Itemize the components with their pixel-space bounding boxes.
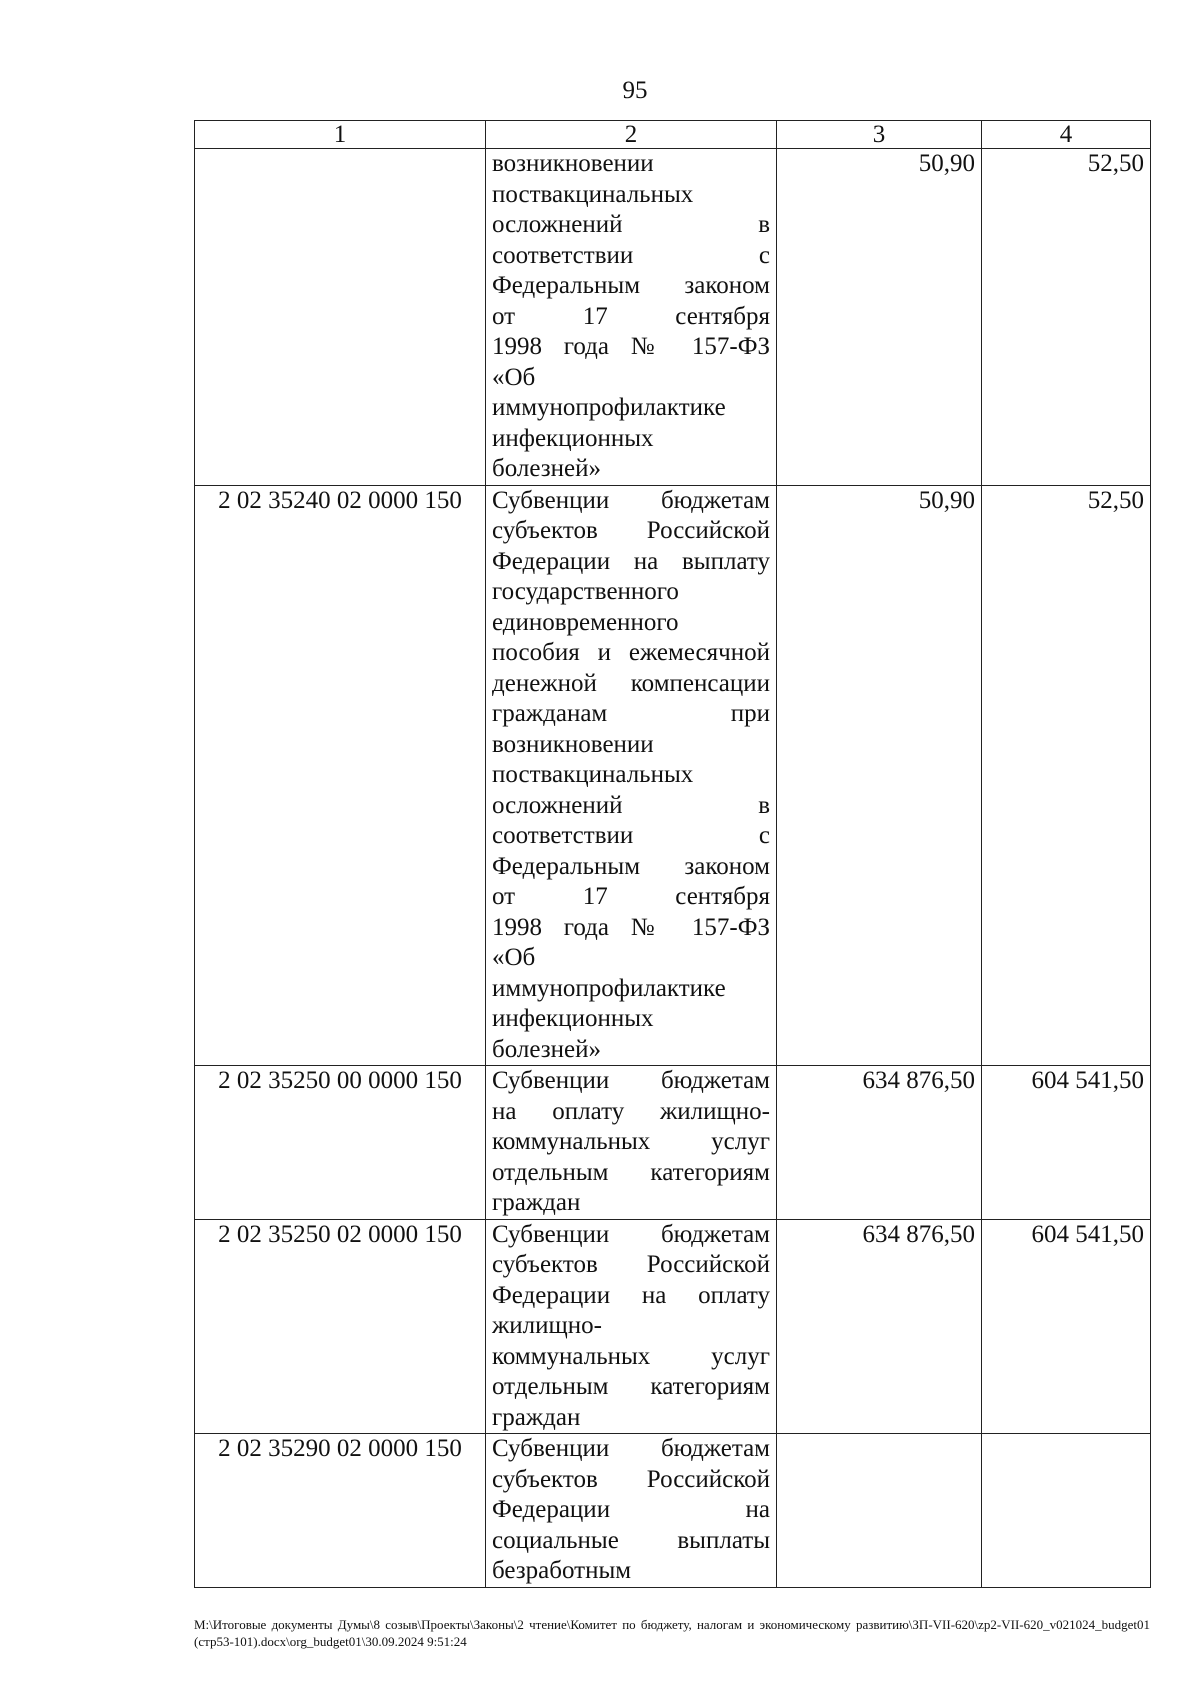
description-line: пособия и ежемесячной (492, 639, 770, 666)
budget-table (194, 120, 1151, 1588)
description-line: Субвенции бюджетам (492, 1067, 770, 1094)
description-line: безработным (492, 1557, 632, 1584)
description-line: осложнений в (492, 791, 770, 819)
description-line: поствакцинальных (492, 180, 694, 208)
description-line: коммунальных услуг (492, 1128, 770, 1155)
description-line: иммунопрофилактике (492, 974, 726, 1002)
table-row (195, 1066, 1151, 1220)
description-line: «Об (492, 363, 536, 391)
amount-col3-cell: 50,90 (777, 149, 982, 486)
amount-col4-cell: 52,50 (982, 485, 1151, 1066)
description-line: гражданам при (492, 700, 770, 727)
description-cell (486, 1219, 777, 1434)
description-line: от 17 сентября (492, 302, 770, 330)
description-line: субъектов Российской (492, 1465, 770, 1493)
amount-col3-cell (777, 1434, 982, 1588)
description-line: «Об (492, 944, 536, 971)
description-line: субъектов Российской (492, 1251, 770, 1278)
description-line: 1998 года № 157-ФЗ (492, 333, 770, 360)
description-line: отдельным категориям (492, 1373, 770, 1400)
table-row (195, 1219, 1151, 1434)
description-line: Субвенции бюджетам (492, 1435, 770, 1462)
budget-code-cell: 2 02 35250 02 0000 150 (195, 1219, 486, 1434)
description-line: Субвенции бюджетам (492, 1220, 770, 1248)
description-line: единовременного (492, 608, 679, 636)
description-line: поствакцинальных (492, 761, 694, 788)
description-line: социальные выплаты (492, 1526, 770, 1554)
description-line: Федеральным законом (492, 272, 770, 299)
description-line: субъектов Российской (492, 517, 770, 544)
description-line: отдельным категориям (492, 1158, 770, 1186)
description-line: Федеральным законом (492, 852, 770, 880)
description-line: болезней» (492, 1035, 601, 1063)
budget-code-cell (195, 149, 486, 486)
table-body (195, 149, 1151, 1588)
description-line: Федерации на (492, 1496, 770, 1523)
description-line: иммунопрофилактике (492, 394, 726, 421)
table-row (195, 485, 1151, 1066)
amount-col3-cell: 50,90 (777, 485, 982, 1066)
description-line: Субвенции бюджетам (492, 486, 770, 514)
description-line: возникновении (492, 730, 654, 758)
description-cell (486, 1434, 777, 1588)
budget-code-cell: 2 02 35250 00 0000 150 (195, 1066, 486, 1220)
table-row (195, 149, 1151, 486)
description-line: соответствии с (492, 822, 770, 849)
description-line: Федерации на выплату (492, 547, 770, 575)
amount-col4-cell: 604 541,50 (982, 1066, 1151, 1220)
amount-col3-cell: 634 876,50 (777, 1066, 982, 1220)
description-cell (486, 485, 777, 1066)
column-header: 2 (486, 121, 777, 149)
table-row (195, 1434, 1151, 1588)
description-line: денежной компенсации (492, 669, 770, 697)
file-path-footer: M:\Итоговые документы Думы\8 созыв\Проекты\Законы\2 чтение\Комитет по бюджету, налогам и экономическому развитию\ЗП-VII-620\zp2-VII-620_v021024_budget01 (стр53-101).docx\org_budget01\30.09.2024 9:51:24 (194, 1617, 1150, 1649)
description-line: болезней» (492, 455, 601, 482)
description-line: граждан (492, 1189, 581, 1216)
description-line: жилищно- (492, 1312, 602, 1339)
description-line: граждан (492, 1403, 581, 1431)
description-line: инфекционных (492, 1005, 654, 1032)
description-line: инфекционных (492, 424, 654, 452)
description-line: на оплату жилищно- (492, 1097, 770, 1125)
description-cell (486, 149, 777, 486)
description-line: коммунальных услуг (492, 1342, 770, 1370)
description-line: осложнений в (492, 211, 770, 238)
amount-col4-cell: 52,50 (982, 149, 1151, 486)
page-number: 95 (622, 77, 648, 104)
column-header: 4 (982, 121, 1151, 149)
column-header: 3 (777, 121, 982, 149)
description-line: от 17 сентября (492, 883, 770, 910)
budget-code-cell: 2 02 35240 02 0000 150 (195, 485, 486, 1066)
description-line: возникновении (492, 150, 654, 177)
amount-col3-cell: 634 876,50 (777, 1219, 982, 1434)
description-line: государственного (492, 578, 679, 605)
table-header-row (195, 121, 1151, 149)
amount-col4-cell: 604 541,50 (982, 1219, 1151, 1434)
description-cell (486, 1066, 777, 1220)
description-line: 1998 года № 157-ФЗ (492, 913, 770, 941)
description-line: Федерации на оплату (492, 1281, 770, 1309)
description-line: соответствии с (492, 241, 770, 269)
amount-col4-cell (982, 1434, 1151, 1588)
column-header: 1 (195, 121, 486, 149)
budget-code-cell: 2 02 35290 02 0000 150 (195, 1434, 486, 1588)
